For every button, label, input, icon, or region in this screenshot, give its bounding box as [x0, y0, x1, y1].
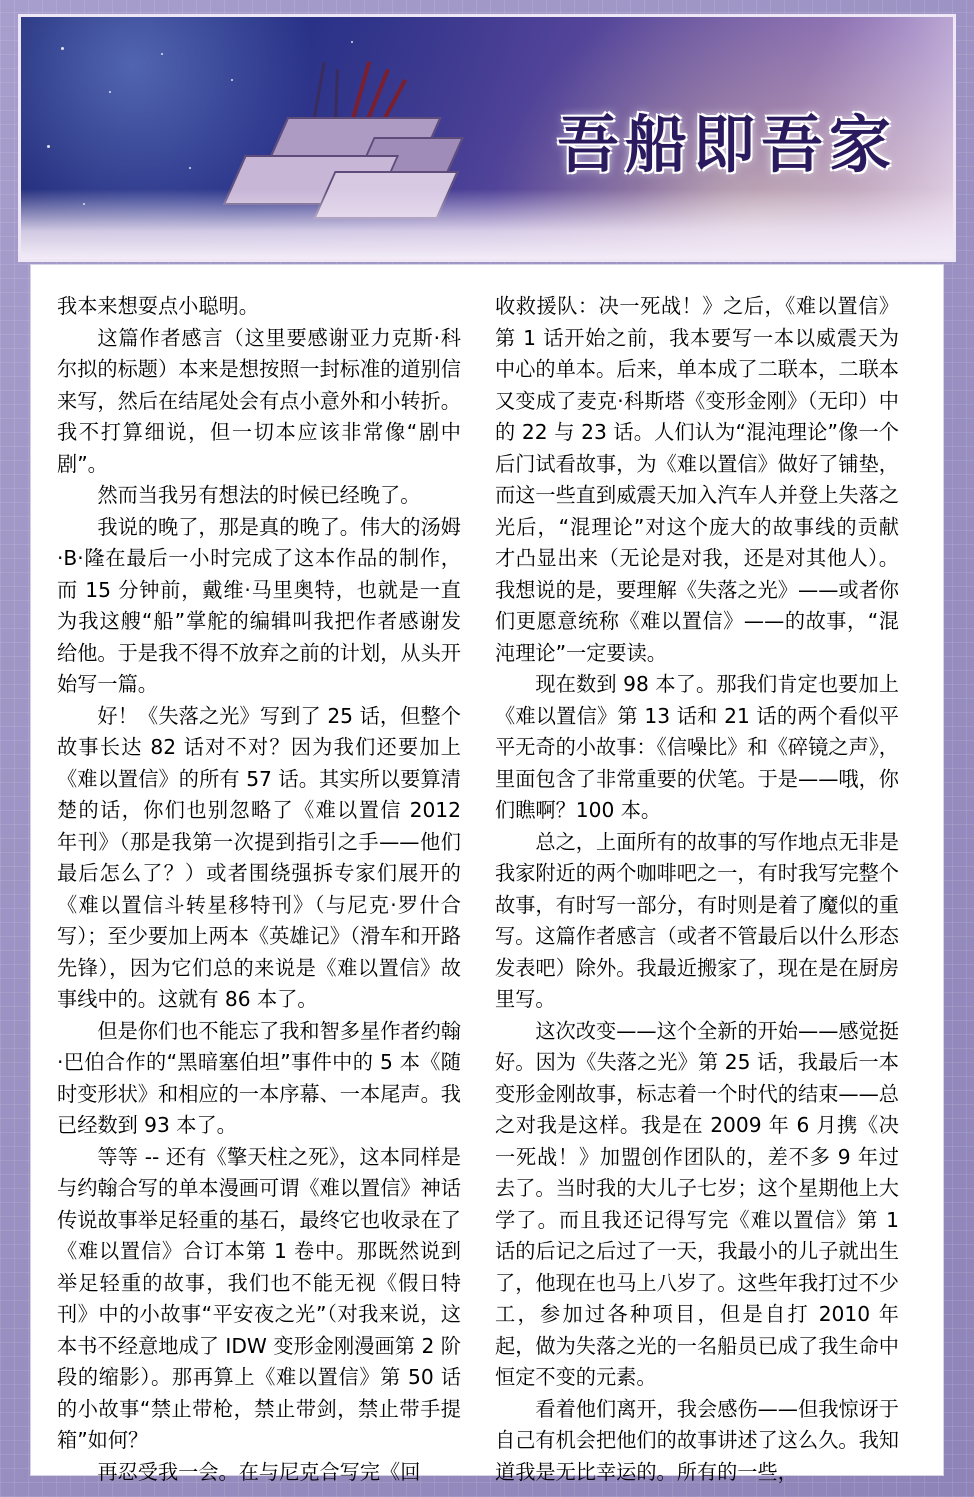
- article-column-right: [495, 291, 899, 1484]
- star-decoration: [161, 53, 163, 55]
- paragraph: 然而当我另有想法的时候已经晚了。: [97, 483, 421, 507]
- star-decoration: [61, 47, 64, 50]
- star-decoration: [189, 167, 191, 169]
- star-decoration: [109, 91, 111, 93]
- page-title: 吾船即吾家: [556, 108, 897, 181]
- paragraph: 等等 -- 还有《擎天柱之死》，这本同样是与约翰合写的单本漫画可谓《难以置信》神话传说故事举足轻重的基石，最终它也收录在了《难以置信》合订本第 1 卷中。那既然说到举足轻重的故事，我们也不能无视《假日特刊》中的小故事“平安夜之光”（对我来说，这本书不经意地成了 IDW 变形金刚漫画第 2 阶段的缩影）。那再算上《难以置信》第 50 话的小故事“禁止带枪，禁止带剑，禁止带手提箱”如何？: [57, 1144, 461, 1452]
- paragraph: 总之，上面所有的故事的写作地点无非是我家附近的两个咖啡吧之一，有时我写完整个故事，有时写一部分，有时则是着了魔似的重写。这篇作者感言（或者不管最后以什么形态发表吧）除外。我最近搬家了，现在是在厨房里写。: [495, 829, 899, 1011]
- paragraph: 现在数到 98 本了。那我们肯定也要加上《难以置信》第 13 话和 21 话的两个看似平平无奇的小故事：《信噪比》和《碎镜之声》，里面包含了非常重要的伏笔。于是——哦，你们瞧啊？100 本。: [495, 672, 899, 822]
- paragraph: 我说的晚了，那是真的晚了。伟大的汤姆·B·隆在最后一小时完成了这本作品的制作，而 15 分钟前，戴维·马里奥特，也就是一直为我这艘“船”掌舵的编辑叫我把作者感谢发给他。于是我不得不放弃之前的计划，从头开始写一篇。: [57, 514, 461, 696]
- paragraph: 看着他们离开，我会感伤——但我惊讶于自己有机会把他们的故事讲述了这么久。我知道我是无比幸运的。所有的一些，: [495, 1396, 899, 1484]
- paragraph: 好！《失落之光》写到了 25 话，但整个故事长达 82 话对不对？因为我们还要加上《难以置信》的所有 57 话。其实所以要算清楚的话，你们也别忽略了《难以置信 2012 年刊》（那是我第一次提到指引之手——他们最后怎么了？）或者围绕强拆专家们展开的《难以置信斗转星移特刊》（与尼克·罗什合写）；至少要加上两本《英雄记》（滑车和开路先锋），因为它们总的来说是《难以置信》故事线中的。这就有 86 本了。: [57, 703, 461, 1011]
- star-decoration: [351, 41, 353, 43]
- banner-fade: [21, 189, 953, 259]
- paragraph: 这次改变——这个全新的开始——感觉挺好。因为《失落之光》第 25 话，我最后一本变形金刚故事，标志着一个时代的结束——总之对我是这样。我是在 2009 年 6 月携《决一死战！》加盟创作团队的，差不多 9 年过去了。当时我的大儿子七岁；这个星期他上大学了。而且我还记得写完《难以置信》第 1 话的后记之后过了一天，我最小的儿子就出生了，他现在也马上八岁了。这些年我打过不少工，参加过各种项目，但是自打 2010 年起，做为失落之光的一名船员已成了我生命中恒定不变的元素。: [495, 1018, 899, 1389]
- paragraph: 再忍受我一会。在与尼克合写完《回: [97, 1459, 421, 1484]
- star-decoration: [47, 145, 50, 148]
- article-column-left: [57, 291, 461, 1484]
- paragraph: 我本来想耍点小聪明。: [57, 294, 259, 318]
- article-body: [30, 264, 944, 1484]
- paragraph: 收救援队：决一死战！》之后，《难以置信》第 1 话开始之前，我本要写一本以威震天为中心的单本。后来，单本成了二联本，二联本又变成了麦克·科斯塔《变形金刚》（无印）中的 22 与 23 话。人们认为“混沌理论”像一个后门试看故事，为《难以置信》做好了铺垫，而这一些直到威震天加入汽车人并登上失落之光后，“混理论”对这个庞大的故事线的贡献才凸显出来（无论是对我，还是对其他人）。我想说的是，要理解《失落之光》——或者你们更愿意统称《难以置信》——的故事，“混沌理论”一定要读。: [495, 294, 899, 665]
- paragraph: 这篇作者感言（这里要感谢亚力克斯·科尔拟的标题）本来是想按照一封标准的道别信来写，然后在结尾处会有点小意外和小转折。我不打算细说，但一切本应该非常像“剧中剧”。: [57, 325, 461, 476]
- header-banner: [18, 14, 956, 262]
- paragraph: 但是你们也不能忘了我和智多星作者约翰·巴伯合作的“黑暗塞伯坦”事件中的 5 本《随时变形状》和相应的一本序幕、一本尾声。我已经数到 93 本了。: [57, 1018, 461, 1137]
